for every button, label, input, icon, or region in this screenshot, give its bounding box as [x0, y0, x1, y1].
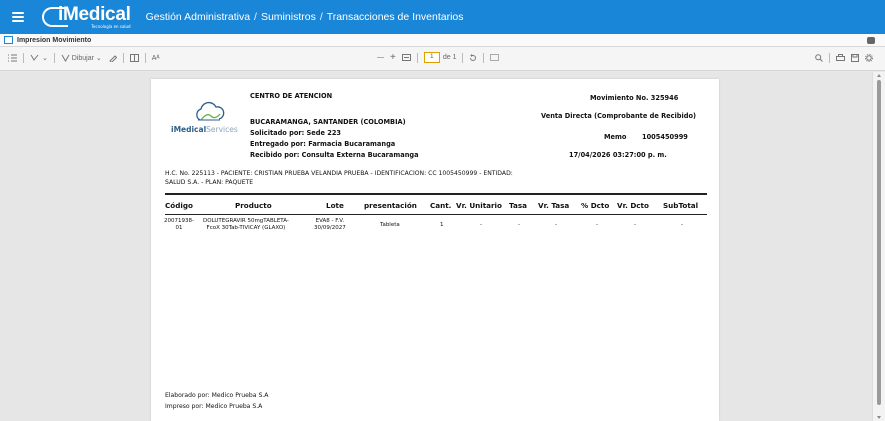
breadcrumb: [146, 11, 464, 23]
imedical-services-logo: [171, 101, 245, 139]
col-vr-dcto: Vr. Dcto: [617, 201, 649, 210]
patient-line-2: SALUD S.A. - PLAN: PAQUETE: [165, 179, 254, 186]
rotate-icon[interactable]: [469, 54, 477, 62]
scroll-down-icon[interactable]: [877, 416, 881, 419]
col-cant: Cant.: [430, 201, 452, 210]
scroll-up-icon[interactable]: [877, 74, 881, 77]
eraser-icon[interactable]: [108, 54, 117, 62]
page-view-icon[interactable]: [490, 54, 499, 61]
window-icon: [4, 36, 13, 44]
immersive-reader-icon[interactable]: [130, 54, 139, 62]
patient-line-1: H.C. No. 225113 - PACIENTE: CRISTIAN PRUEBA VELANDIA PRUEBA - IDENTIFICACION: CC 1005450999 - ENTIDAD:: [165, 170, 513, 177]
col-vr-tasa: Vr. Tasa: [538, 201, 570, 210]
table-header-rule: [165, 214, 707, 215]
cell-codigo-line: 20071938-: [164, 218, 194, 224]
cell-tasa: -: [518, 222, 520, 228]
panel-header: [0, 34, 885, 47]
toolbar-divider: [483, 53, 484, 63]
movement-datetime: 17/04/2026 03:27:00 p. m.: [569, 151, 667, 159]
panel-title: Impresion Movimiento: [17, 36, 92, 44]
memo-value: 1005450999: [642, 133, 688, 141]
logo-tagline: Tecnología en salud: [91, 24, 131, 29]
movement-number: Movimiento No. 325946: [590, 94, 679, 102]
col-pct-dcto: % Dcto: [581, 201, 610, 210]
cell-codigo: [164, 218, 194, 232]
app-logo[interactable]: [42, 5, 131, 29]
breadcrumb-item[interactable]: Gestión Administrativa: [145, 11, 251, 23]
page-count: de 1: [442, 54, 457, 61]
cell-cant: 1: [440, 222, 444, 228]
outline-icon[interactable]: [8, 54, 17, 62]
city: BUCARAMANGA, SANTANDER (COLOMBIA): [250, 118, 406, 126]
cell-vr-unitario: -: [480, 222, 482, 228]
app-header: [0, 0, 885, 34]
viewer-toolbar: [0, 47, 885, 71]
logo-text: iMedical: [58, 4, 131, 25]
highlight-icon[interactable]: ⌄: [30, 54, 48, 62]
col-producto: Producto: [235, 201, 272, 210]
breadcrumb-separator: /: [254, 11, 257, 23]
center-title: CENTRO DE ATENCION: [250, 92, 333, 100]
memo-label: Memo: [604, 133, 627, 141]
col-codigo: Código: [165, 201, 193, 210]
save-icon[interactable]: [851, 54, 859, 62]
draw-button[interactable]: Dibujar ⌄: [61, 54, 102, 62]
toolbar-divider: [23, 53, 24, 63]
col-tasa: Tasa: [509, 201, 527, 210]
cell-lote-line: EVA8 - F.V.: [315, 218, 345, 224]
cell-producto-line: DOLUTEGRAVIR 50mgTABLETA-: [203, 218, 289, 224]
logo-wordmark-bold: iMedical: [171, 125, 207, 134]
movement-type: Venta Directa (Comprobante de Recibido): [541, 112, 697, 120]
text-options-icon[interactable]: Aᴬ: [151, 54, 160, 62]
toolbar-divider: [123, 53, 124, 63]
scroll-thumb[interactable]: [877, 80, 881, 405]
cell-vr-dcto: -: [634, 222, 636, 228]
close-icon[interactable]: [867, 37, 875, 44]
cell-producto-line: FcoX 30Tab-TIVICAY (GLAXO): [206, 225, 286, 231]
toolbar-divider: [829, 53, 830, 63]
logo-wordmark-light: Services: [206, 125, 238, 134]
elaborated-by: Elaborado por: Medico Prueba S.A: [165, 392, 269, 399]
toolbar-divider: [54, 53, 55, 63]
cell-producto: [203, 218, 289, 232]
cell-pct-dcto: -: [596, 222, 598, 228]
col-lote: Lote: [326, 201, 344, 210]
breadcrumb-item[interactable]: Suministros: [260, 11, 316, 23]
toolbar-divider: [417, 53, 418, 63]
draw-label: Dibujar: [71, 54, 94, 62]
fit-page-icon[interactable]: [402, 54, 411, 61]
menu-icon[interactable]: [12, 12, 24, 22]
settings-gear-icon[interactable]: [865, 54, 873, 62]
received-by: Recibido por: Consulta Externa Bucaramanga: [250, 151, 419, 159]
breadcrumb-item[interactable]: Transacciones de Inventarios: [326, 11, 464, 23]
cell-presentacion: Tableta: [380, 222, 400, 228]
toolbar-divider: [145, 53, 146, 63]
toolbar-divider: [462, 53, 463, 63]
cell-lote: [314, 218, 346, 232]
delivered-by: Entregado por: Farmacia Bucaramanga: [250, 140, 396, 148]
zoom-in-button[interactable]: +: [390, 52, 396, 63]
logo-wordmark: [171, 125, 238, 134]
document-page: [151, 79, 719, 421]
zoom-out-button[interactable]: —: [377, 54, 384, 61]
cell-lote-line: 30/09/2027: [314, 225, 346, 231]
col-presentacion: presentación: [364, 201, 417, 210]
print-icon[interactable]: [836, 54, 845, 62]
vertical-scrollbar[interactable]: [872, 72, 885, 421]
col-subtotal: SubTotal: [663, 201, 699, 210]
cell-subtotal: -: [681, 222, 683, 228]
cell-vr-tasa: -: [555, 222, 557, 228]
search-icon[interactable]: [815, 54, 823, 62]
col-vr-unitario: Vr. Unitario: [456, 201, 502, 210]
cloud-logo-icon: [193, 101, 225, 123]
cell-codigo-line: 01: [175, 225, 183, 231]
printed-by: Impreso por: Medico Prueba S.A: [165, 403, 263, 410]
requested-by: Solicitado por: Sede 223: [250, 129, 342, 137]
table-top-rule: [165, 193, 707, 195]
breadcrumb-separator: /: [319, 11, 323, 23]
page-number-input[interactable]: 1: [424, 52, 440, 63]
